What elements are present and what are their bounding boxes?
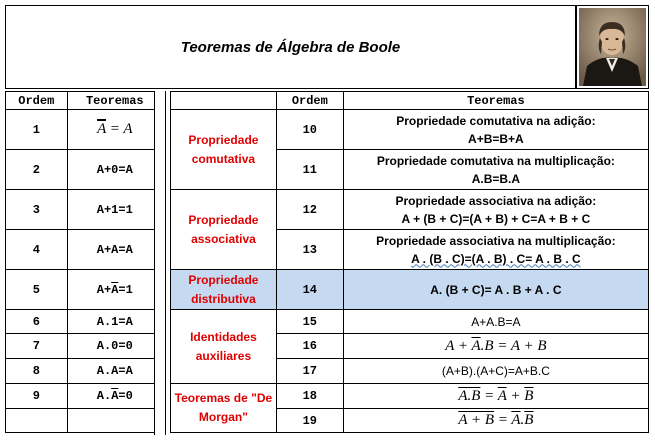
ordem-cell: 2 bbox=[6, 150, 68, 190]
right-theorem-table bbox=[170, 91, 649, 433]
table-row bbox=[6, 359, 163, 384]
group-label: Propriedade associativa bbox=[171, 190, 277, 270]
theorem-cell: $A + \overline{A}.B = A + B$ bbox=[343, 334, 648, 359]
theorem-cell: Propriedade associativa na multiplicação: A . (B . C)=(A . B) . C= A . B . C bbox=[343, 230, 648, 270]
group-label: Identidades auxiliares bbox=[171, 310, 277, 384]
table-row bbox=[171, 384, 649, 409]
theorem-cell: $A.\overline{A}=0$ bbox=[67, 384, 162, 409]
theorem-cell: A.0=0 bbox=[67, 334, 162, 359]
table-row-highlighted bbox=[171, 270, 649, 310]
theorem-cell: A.A=A bbox=[67, 359, 162, 384]
theorem-cell: $A.B = \overline{A} + \overline{B}$ bbox=[343, 384, 648, 409]
table-row bbox=[6, 409, 163, 433]
ordem-cell: 13 bbox=[276, 230, 343, 270]
ordem-cell: 5 bbox=[6, 270, 68, 310]
theorem-cell: $A + B = \overline{A}.\overline{B}$ bbox=[343, 409, 648, 433]
ordem-cell: 17 bbox=[276, 359, 343, 384]
table-row bbox=[6, 310, 163, 334]
left-header-ordem: Ordem bbox=[6, 92, 68, 110]
ordem-cell: 12 bbox=[276, 190, 343, 230]
ordem-cell: 3 bbox=[6, 190, 68, 230]
ordem-cell: 10 bbox=[276, 110, 343, 150]
theorem-cell: $A+\overline{A}=1$ bbox=[67, 270, 162, 310]
portrait-image bbox=[576, 5, 649, 89]
theorem-cell: A.1=A bbox=[67, 310, 162, 334]
ordem-cell: 9 bbox=[6, 384, 68, 409]
ordem-cell: 15 bbox=[276, 310, 343, 334]
ordem-cell: 8 bbox=[6, 359, 68, 384]
ordem-cell: 7 bbox=[6, 334, 68, 359]
table-row bbox=[6, 384, 163, 409]
portrait-illustration bbox=[579, 8, 646, 86]
table-row bbox=[171, 190, 649, 230]
theorem-cell: Propriedade comutativa na multiplicação: A.B=B.A bbox=[343, 150, 648, 190]
table-row bbox=[171, 110, 649, 150]
right-header-ordem: Ordem bbox=[276, 92, 343, 110]
group-label: Teoremas de "De Morgan" bbox=[171, 384, 277, 433]
empty-cell bbox=[67, 409, 162, 433]
column-separator bbox=[154, 91, 166, 435]
ordem-cell: 18 bbox=[276, 384, 343, 409]
theorem-cell: $\overline{A} = A$ bbox=[67, 110, 162, 150]
group-label: Propriedade comutativa bbox=[171, 110, 277, 190]
theorem-cell: Propriedade comutativa na adição: A+B=B+A bbox=[343, 110, 648, 150]
theorem-cell: A+0=A bbox=[67, 150, 162, 190]
theorem-cell: (A+B).(A+C)=A+B.C bbox=[343, 359, 648, 384]
right-header-teoremas: Teoremas bbox=[343, 92, 648, 110]
group-header-empty bbox=[171, 92, 277, 110]
table-row bbox=[6, 110, 163, 150]
table-row bbox=[6, 334, 163, 359]
theorem-cell: Propriedade associativa na adição: A + (B + C)=(A + B) + C=A + B + C bbox=[343, 190, 648, 230]
theorem-cell: A. (B + C)= A . B + A . C bbox=[343, 270, 648, 310]
theorem-cell: A+A.B=A bbox=[343, 310, 648, 334]
ordem-cell: 6 bbox=[6, 310, 68, 334]
ordem-cell: 14 bbox=[276, 270, 343, 310]
table-row bbox=[6, 190, 163, 230]
ordem-cell: 11 bbox=[276, 150, 343, 190]
theorem-cell: A+A=A bbox=[67, 230, 162, 270]
ordem-cell: 16 bbox=[276, 334, 343, 359]
ordem-cell: 19 bbox=[276, 409, 343, 433]
table-row bbox=[6, 150, 163, 190]
table-row bbox=[6, 270, 163, 310]
page-title: Teoremas de Álgebra de Boole bbox=[180, 38, 401, 56]
theorem-cell: A+1=1 bbox=[67, 190, 162, 230]
ordem-cell: 1 bbox=[6, 110, 68, 150]
ordem-cell: 4 bbox=[6, 230, 68, 270]
left-header-teoremas: Teoremas bbox=[67, 92, 162, 110]
title-box bbox=[5, 5, 576, 89]
table-row bbox=[171, 310, 649, 334]
table-row bbox=[6, 230, 163, 270]
left-theorem-table bbox=[5, 91, 163, 433]
empty-cell bbox=[6, 409, 68, 433]
group-label: Propriedade distributiva bbox=[171, 270, 277, 310]
